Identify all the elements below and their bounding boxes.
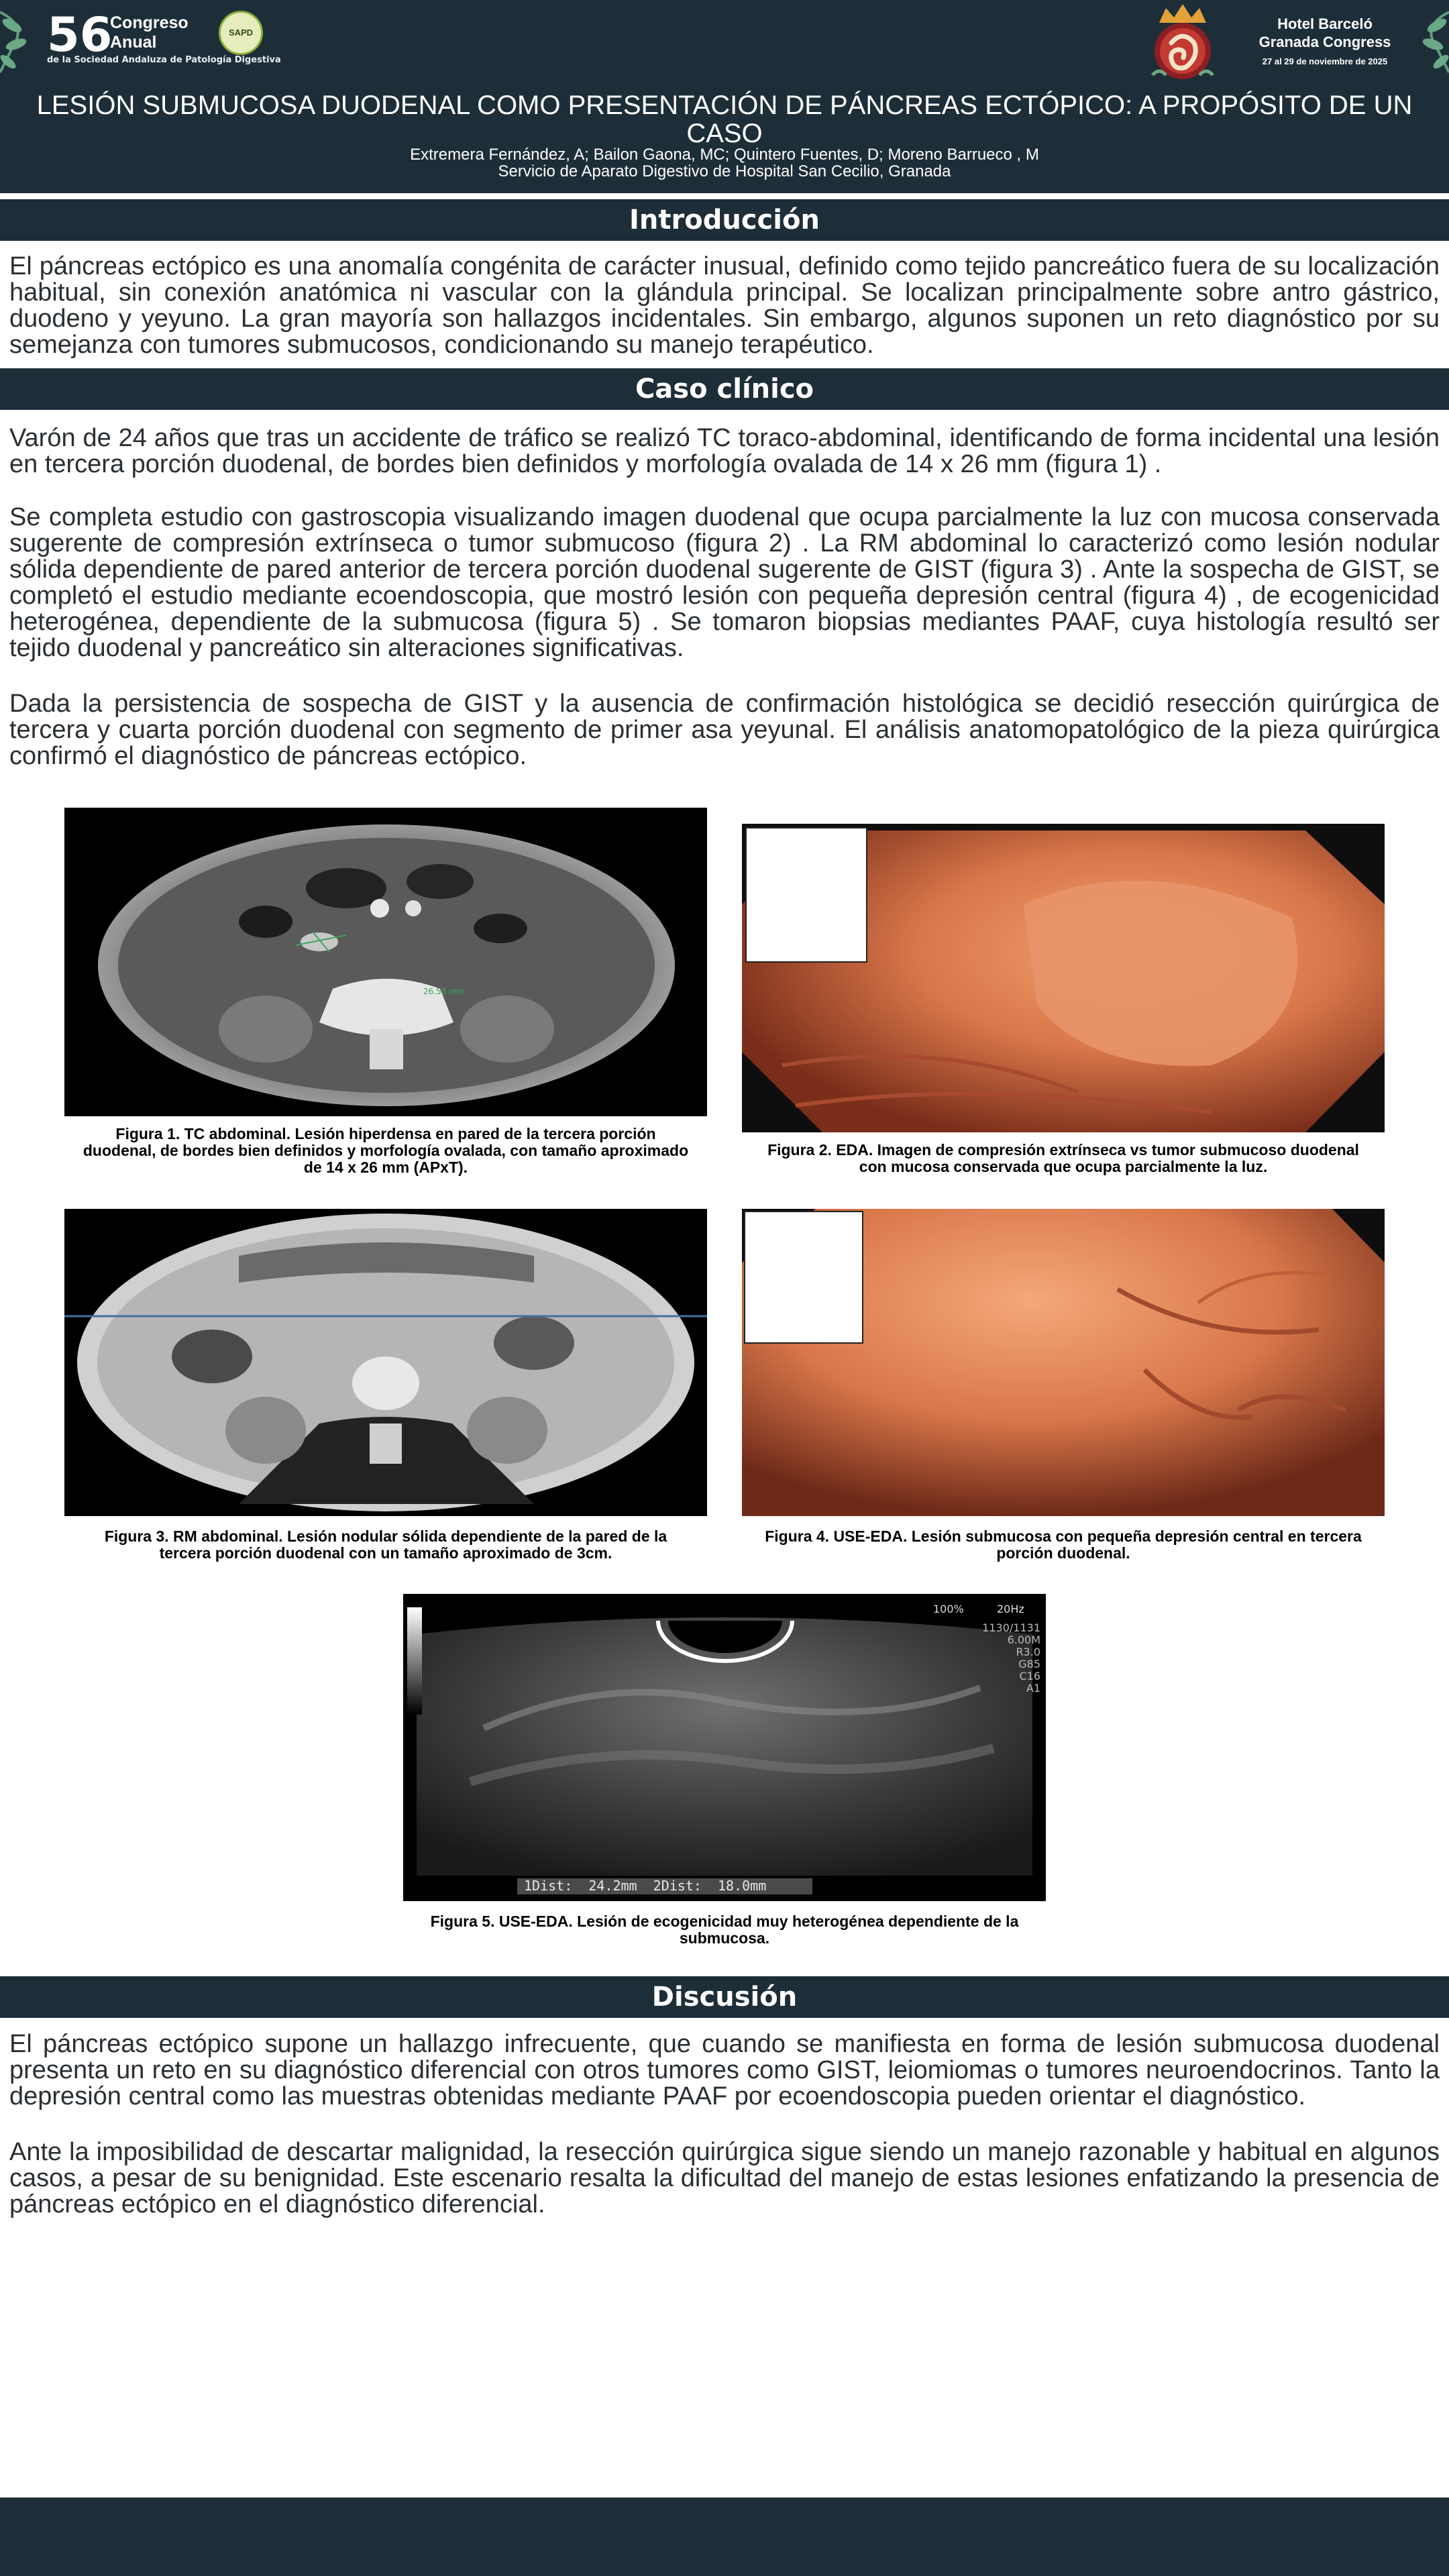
congress-words: Congreso Anual [110,13,189,52]
poster-header [0,0,1449,193]
congress-dates: 27 al 29 de noviembre de 2025 [1262,56,1388,66]
congress-logo [47,8,288,75]
congress-number: 56 [47,7,113,62]
leaf-left-icon [0,5,47,79]
section-title-introduccion: Introducción [0,199,1449,241]
venue-block [1241,15,1409,66]
figure-1-caption: Figura 1. TC abdominal. Lesión hiperdensa en pared de la tercera porción duodenal, de bordes bien definidos y morfología ovalada, con tamaño aproximado de 14 x 26 mm (APxT). [83,1125,689,1176]
venue-line-2: Granada Congress [1258,34,1391,50]
us-side-param-3: R3.0 [1016,1646,1040,1658]
venue-line-1: Hotel Barceló [1277,15,1373,32]
intro-paragraph: El páncreas ectópico es una anomalía congénita de carácter inusual, definido como tejido pancreático fuera de su localización habitual, sin conexión anatómica ni vascular con la glándula principal. Se localizan principalmente sobre antro gástrico, duodeno y yeyuno. La gran mayoría son hallazgos incidentales. Sin embargo, algunos suponen un reto diagnóstico por su semejanza con tumores submucosos, condicionando su manejo terapéutico. [9,252,1440,359]
ct-measure-label: 26.58 mm [423,987,465,996]
us-zoom-readout: 100% [933,1603,964,1615]
affiliation: Servicio de Aparato Digestivo de Hospital San Cecilio, Granada [498,162,951,180]
figure-3-caption: Figura 3. RM abdominal. Lesión nodular sólida dependiente de la pared de la tercera porción duodenal con un tamaño aproximado de 3cm. [104,1527,667,1562]
us-side-param-1: 1130/1131 [982,1621,1040,1634]
poster-title: LESIÓN SUBMUCOSA DUODENAL COMO PRESENTACIÓN DE PÁNCREAS ECTÓPICO: A PROPÓSITO DE UN CASO [36,91,1413,148]
figure-4-endoscopy-image [742,1209,1385,1516]
us-side-param-4: G85 [1018,1658,1040,1670]
figure-5-caption: Figura 5. USE-EDA. Lesión de ecogenicidad muy heterogénea dependiente de la submucosa. [430,1913,1019,1947]
us-distance-readout: 1Dist: 24.2mm 2Dist: 18.0mm [524,1878,767,1894]
discussion-paragraph-2: Ante la imposibilidad de descartar malignidad, la resección quirúrgica sigue siendo un manejo razonable y habitual en algunos casos, a pesar de su benignidad. Este escenario resalta la dificultad del manejo de estas lesiones enfatizando la presencia de páncreas ectópico en el diagnóstico diferencial. [9,2138,1440,2218]
figure-2-caption: Figura 2. EDA. Imagen de compresión extrínseca vs tumor submucoso duodenal con mucosa conservada que ocupa parcialmente la luz. [767,1141,1359,1175]
us-side-param-5: C16 [1019,1670,1040,1682]
society-name: de la Sociedad Andaluza de Patología Digestiva [47,55,281,65]
discussion-paragraph-1: El páncreas ectópico supone un hallazgo infrecuente, que cuando se manifiesta en forma de lesión submucosa duodenal presenta un reto en su diagnóstico diferencial con otros tumores como GIST, leiomiomas o tumores neuroendocrinos. Tanto la depresión central como las muestras obtenidas mediante PAAF por ecoendoscopia pueden orientar el diagnóstico. [9,2030,1440,2110]
section-title-discusion: Discusión [0,1976,1449,2018]
case-paragraph-3: Dada la persistencia de sospecha de GIST y la ausencia de confirmación histológica se decidió resección quirúrgica de tercera y cuarta porción duodenal con segmento de primer asa yeyunal. El análisis anatomopatológico de la pieza quirúrgica confirmó el diagnóstico de páncreas ectópico. [9,690,1440,770]
poster-footer [0,2498,1449,2576]
section-title-caso-clinico: Caso clínico [0,368,1449,410]
us-frequency-readout: 20Hz [997,1603,1024,1615]
case-paragraph-1: Varón de 24 años que tras un accidente de tráfico se realizó TC toraco-abdominal, identificando de forma incidental una lesión en tercera porción duodenal, de bordes bien definidos y morfología ovalada de 14 x 26 mm (figura 1) . [9,424,1440,478]
figure-4-caption: Figura 4. USE-EDA. Lesión submucosa con pequeña depresión central en tercera porción duodenal. [765,1527,1362,1562]
figure-3-mri-image [64,1209,707,1516]
figure-2-endoscopy-image [742,824,1385,1132]
authors: Extremera Fernández, A; Bailon Gaona, MC; Quintero Fuentes, D; Moreno Barrueco , M [410,146,1039,164]
us-side-param-2: 6.00M [1007,1633,1040,1646]
granada-emblem-icon [1139,3,1226,83]
sapd-badge: SAPD [219,11,263,55]
us-side-param-6: A1 [1026,1682,1040,1695]
figure-5-ultrasound-image [403,1594,1046,1901]
leaf-right-icon [1402,5,1449,79]
case-paragraph-2: Se completa estudio con gastroscopia visualizando imagen duodenal que ocupa parcialmente la luz con mucosa conservada sugerente de compresión extrínseca o tumor submucoso (figura 2) . La RM abdominal lo caracterizó como lesión nodular sólida dependiente de pared anterior de tercera porción duodenal sugerente de GIST (figura 3) . Ante la sospecha de GIST, se completó el estudio mediante ecoendoscopia, que mostró lesión con pequeña depresión central (figura 4) , de ecogenicidad heterogénea, dependiente de la submucosa (figura 5) . Se tomaron biopsias mediantes PAAF, cuya histología resultó ser tejido duodenal y pancreático sin alteraciones significativas. [9,503,1440,662]
figure-1-ct-image [64,808,707,1116]
